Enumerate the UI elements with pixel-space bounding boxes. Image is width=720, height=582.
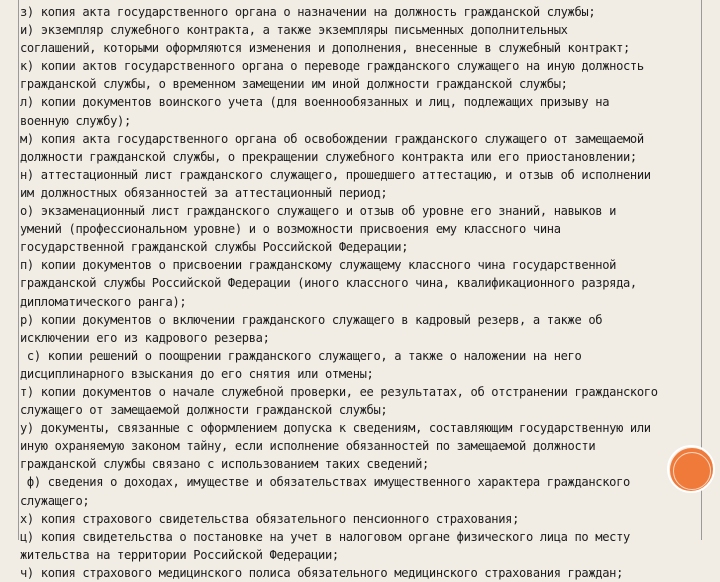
- item-m: м) копия акта государственного органа об освобождении гражданского служащего от замещаемой: [20, 131, 644, 146]
- item-l: л) копии документов воинского учета (для военнообязанных и лиц, подлежащих призыву на: [20, 95, 610, 110]
- item-s: с) копии решений о поощрении гражданского служащего, а также о наложении на него: [20, 348, 582, 363]
- item-o-cont: государственной гражданской службы Российской Федерации;: [20, 240, 409, 255]
- item-ts: ц) копия свидетельства о постановке на учет в налоговом органе физического лица по месту: [20, 529, 630, 544]
- item-u-cont: иную охраняемую законом тайну, если исполнение обязанностей по замещаемой должности: [20, 439, 596, 454]
- item-n: н) аттестационный лист гражданского служащего, прошедшего аттестацию, и отзыв об исполнении: [20, 167, 651, 182]
- item-l-cont: военную службу);: [20, 113, 131, 128]
- slide-frame-left-border: [18, 0, 19, 540]
- item-ts-cont: жительства на территории Российской Федерации;: [20, 547, 339, 562]
- item-f-cont: служащего;: [20, 493, 90, 508]
- item-t: т) копии документов о начале служебной проверки, ее результатах, об отстранении гражданского: [20, 384, 658, 399]
- item-p: п) копии документов о присвоении гражданскому служащему классного чина государственной: [20, 258, 617, 273]
- item-kh: х) копия страхового свидетельства обязательного пенсионного страхования;: [20, 511, 520, 526]
- item-r: р) копии документов о включении гражданского служащего в кадровый резерв, а также об: [20, 312, 603, 327]
- item-i-cont: соглашений, которыми оформляются изменения и дополнения, внесенные в служебный контракт;: [20, 41, 630, 56]
- document-text-block: [20, 3, 700, 582]
- item-o: о) экзаменационный лист гражданского служащего и отзыв об уровне его знаний, навыков и: [20, 204, 617, 219]
- item-u-cont: гражданской службы связано с использованием таких сведений;: [20, 457, 429, 472]
- item-i: и) экземпляр служебного контракта, а также экземпляры письменных дополнительных: [20, 23, 568, 38]
- item-ch: ч) копия страхового медицинского полиса обязательного медицинского страхования граждан;: [20, 565, 624, 580]
- item-f: ф) сведения о доходах, имуществе и обязательствах имущественного характера гражданского: [20, 475, 630, 490]
- item-k-cont: гражданской службы, о временном замещении им иной должности гражданской службы;: [20, 77, 568, 92]
- item-k: к) копии актов государственного органа о переводе гражданского служащего на иную должность: [20, 59, 644, 74]
- item-s-cont: дисциплинарного взыскания до его снятия или отмены;: [20, 366, 374, 381]
- item-r-cont: исключении его из кадрового резерва;: [20, 330, 270, 345]
- item-p-cont: гражданской службы Российской Федерации (иного классного чина, квалификационного разряда,: [20, 276, 637, 291]
- item-t-cont: служащего от замещаемой должности гражданской службы;: [20, 403, 388, 418]
- item-m-cont: должности гражданской службы, о прекращении служебного контракта или его приостановлении;: [20, 149, 637, 164]
- item-o-cont: умений (профессиональном уровне) и о возможности присвоения ему классного чина: [20, 222, 561, 237]
- item-u: у) документы, связанные с оформлением допуска к сведениям, составляющим государственную или: [20, 421, 651, 436]
- circle-inner-ring-decoration: [673, 452, 711, 490]
- item-z: з) копия акта государственного органа о назначении на должность гражданской службы;: [20, 5, 596, 19]
- item-p-cont: дипломатического ранга);: [20, 294, 187, 309]
- item-n-cont: им должностных обязанностей за аттестационный период;: [20, 185, 388, 200]
